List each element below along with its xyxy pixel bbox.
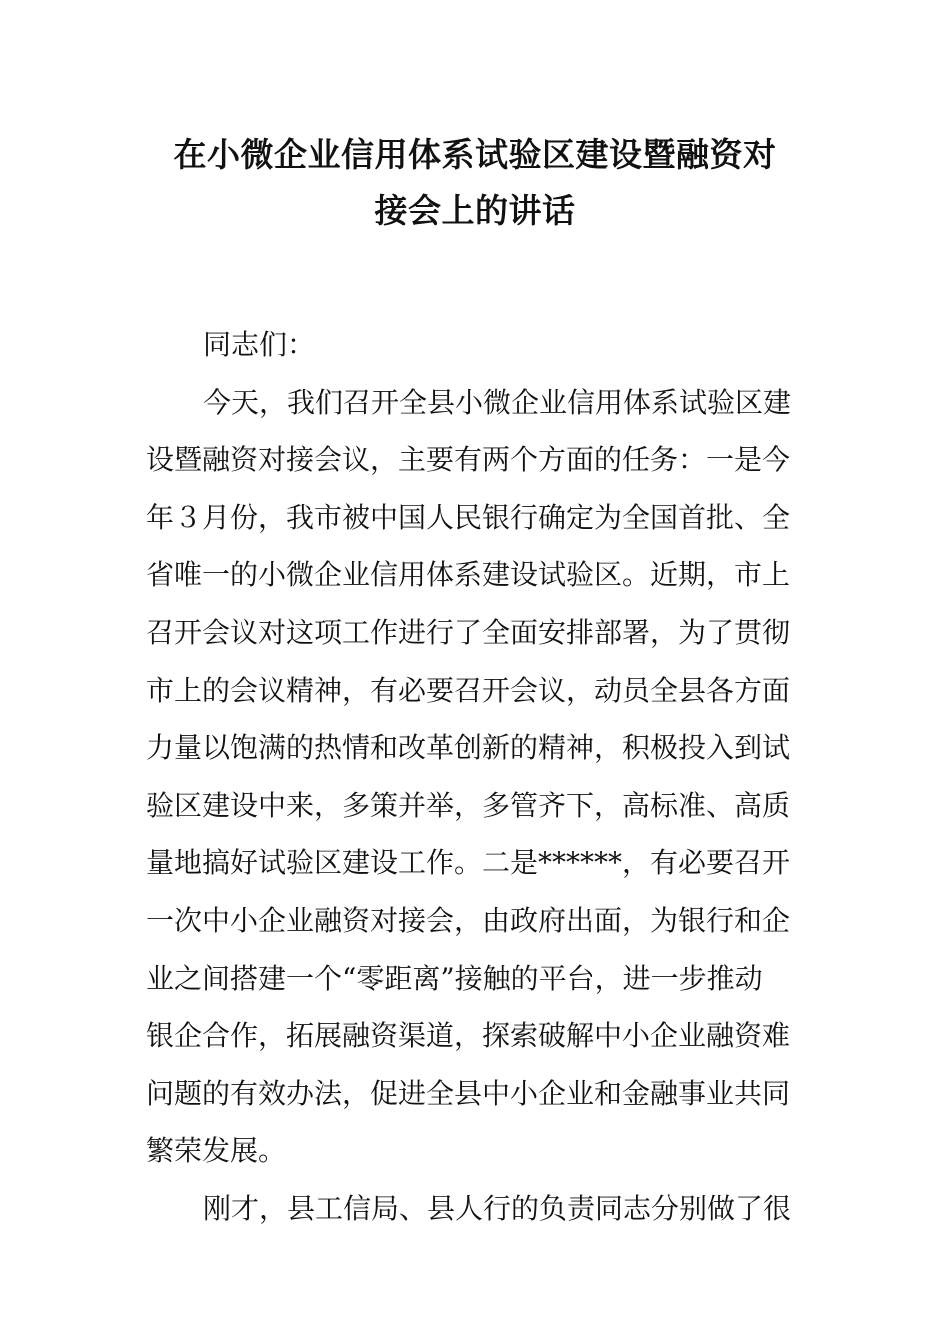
document-body <box>146 316 806 1238</box>
paragraph-1-line-13: 问题的有效办法，促进全县中小企业和金融事业共同 <box>146 1076 791 1110</box>
salutation-paragraph <box>146 316 806 374</box>
paragraph-1 <box>146 374 806 1180</box>
paragraph-1-line-8: 验区建设中来，多策并举，多管齐下，高标准、高质 <box>146 788 791 822</box>
paragraph-1-line-2: 设暨融资对接会议，主要有两个方面的任务：一是今 <box>146 443 791 477</box>
paragraph-1-line-12: 银企合作，拓展融资渠道，探索破解中小企业融资难 <box>146 1019 791 1053</box>
paragraph-1-line-14: 繁荣发展。 <box>146 1134 287 1168</box>
paragraph-2 <box>146 1180 806 1238</box>
paragraph-1-line-11: 业之间搭建一个“零距离”接触的平台，进一步推动 <box>146 961 763 995</box>
salutation: 同志们： <box>203 328 316 361</box>
paragraph-1-line-6: 市上的会议精神，有必要召开会议，动员全县各方面 <box>146 673 791 707</box>
document-title <box>140 127 810 239</box>
paragraph-1-line-7: 力量以饱满的热情和改革创新的精神，积极投入到试 <box>146 731 791 765</box>
title-line-2: 接会上的讲话 <box>374 191 576 230</box>
paragraph-1-line-5: 召开会议对这项工作进行了全面安排部署，为了贯彻 <box>146 615 791 649</box>
paragraph-1-line-3: 年３月份，我市被中国人民银行确定为全国首批、全 <box>146 500 791 534</box>
title-line-1: 在小微企业信用体系试验区建设暨融资对 <box>173 135 777 174</box>
paragraph-2-line-1: 刚才，县工信局、县人行的负责同志分别做了很 <box>203 1191 792 1225</box>
paragraph-1-line-1: 今天，我们召开全县小微企业信用体系试验区建 <box>203 385 792 419</box>
paragraph-1-line-10: 一次中小企业融资对接会，由政府出面，为银行和企 <box>146 903 791 937</box>
paragraph-1-line-9: 量地搞好试验区建设工作。二是******，有必要召开 <box>146 846 791 880</box>
paragraph-1-line-4: 省唯一的小微企业信用体系建设试验区。近期，市上 <box>146 558 791 592</box>
